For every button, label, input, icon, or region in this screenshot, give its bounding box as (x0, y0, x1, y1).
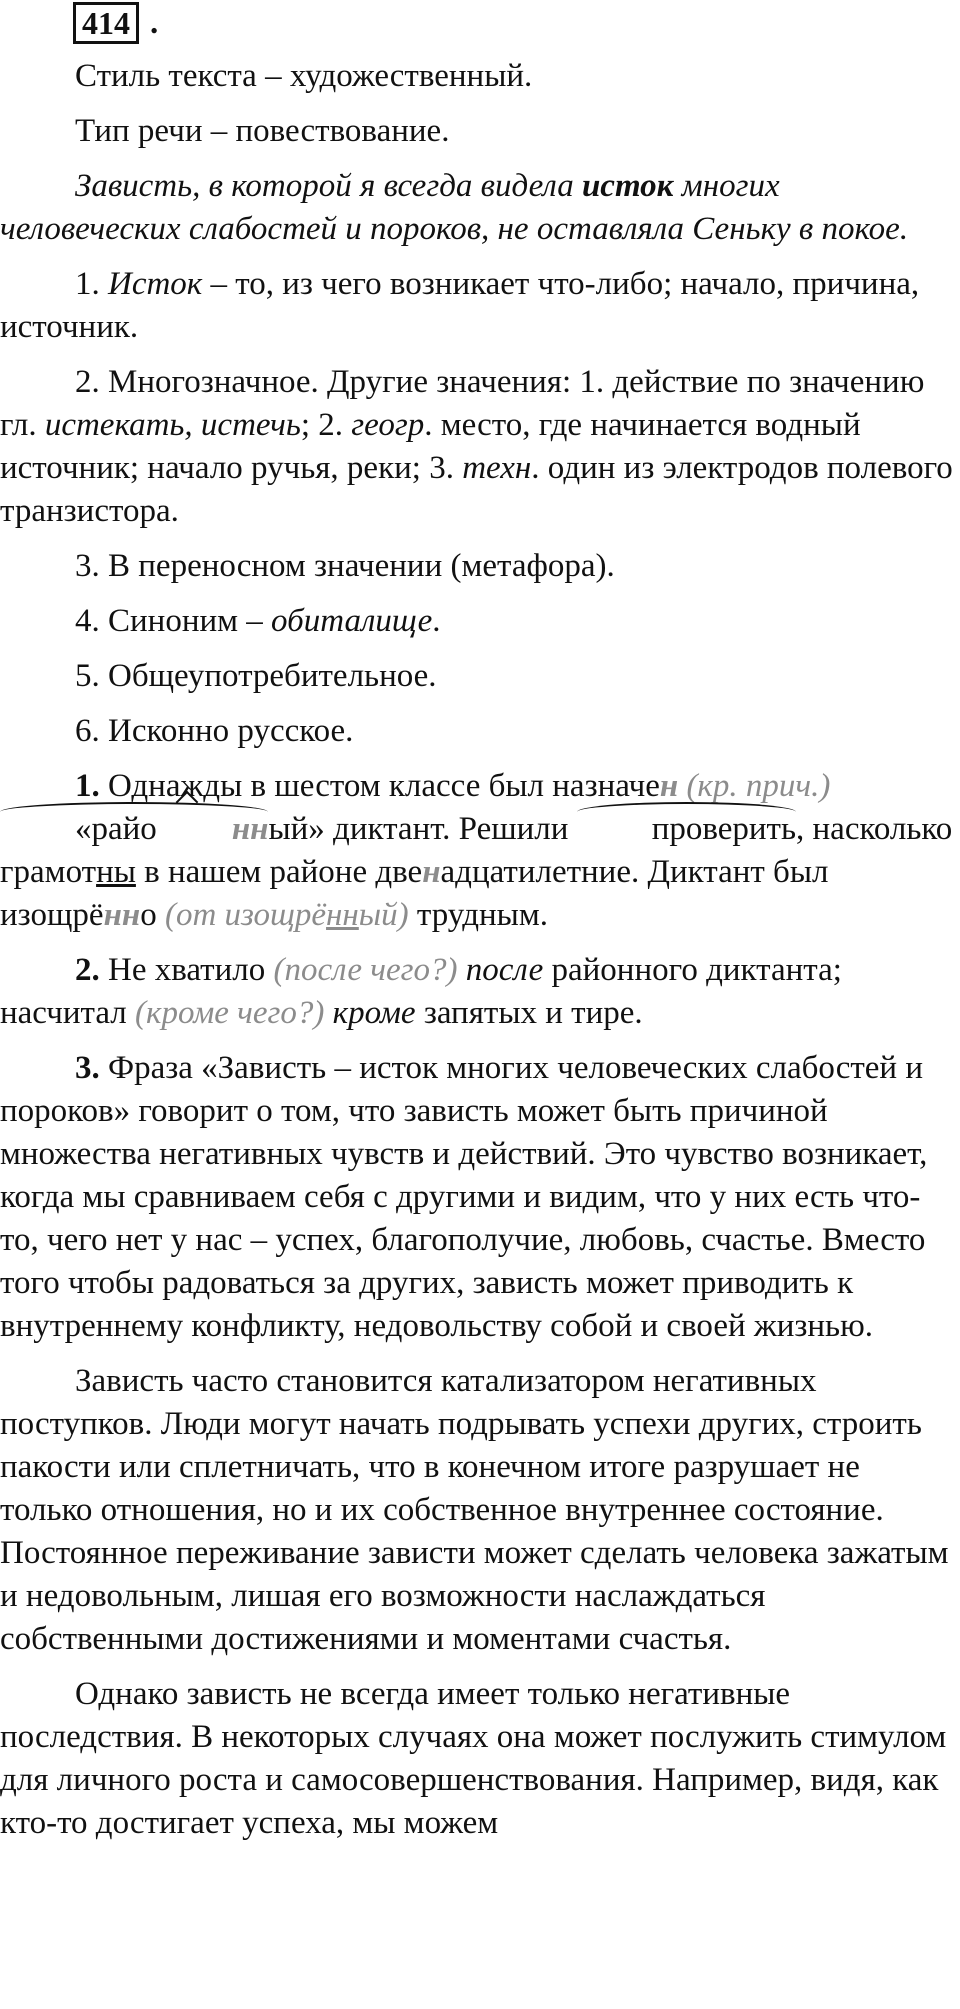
item-4-text: 4. Синоним – (75, 603, 272, 639)
item-6: 6. Исконно русское. (75, 713, 354, 749)
task-1-nn-1: нн (157, 808, 269, 851)
task-2-b (457, 952, 465, 988)
task-1-note-2b: нн (326, 897, 359, 933)
document-body (0, 55, 955, 1857)
task-2-word-2: кроме (332, 995, 416, 1031)
task-3-paragraph-3: Однако зависть не всегда имеет только негативные последствия. В некоторых случаях она может послужить стимулом для личного роста и самосовершенствования. Например, видя, как кто-то достигает успеха, мы можем (0, 1676, 947, 1841)
item-2-text-c: ; 2. (300, 407, 352, 443)
task-1-num: 1. (75, 768, 100, 804)
task-1-n: н (422, 854, 441, 890)
task-2-d (324, 995, 332, 1031)
task-1-b1: «райо (75, 811, 157, 847)
task-number-box (73, 2, 139, 44)
item-2-verbs: истекать, истечь (44, 407, 301, 443)
task-2-num: 2. (75, 952, 100, 988)
task-1-root-word: проверить (577, 808, 796, 851)
task-1-arc (0, 808, 268, 851)
quote-bold-word: исток (581, 168, 674, 204)
item-2 (0, 361, 955, 533)
task-2-word-1: после (465, 952, 544, 988)
quote-paragraph (0, 165, 955, 251)
item-1-num: 1. (75, 266, 108, 302)
task-1-ending: ны (96, 854, 136, 890)
item-1 (0, 263, 955, 349)
quote-part2: многих человеческих слабостей и пороков, не оставляла Сеньку в покое. (0, 168, 909, 247)
item-2-tehn: техн (462, 450, 532, 486)
task-1-text-a: Однажды в шестом классе был назначе (99, 768, 660, 804)
task-2-e: запятых и тире. (415, 995, 643, 1031)
task-3-paragraph-1 (0, 1047, 955, 1348)
task-1-note: (кр. прич.) (678, 768, 831, 804)
item-2-text-e: . место, где начинается водный источник; начало ручья, реки; 3. (0, 407, 861, 486)
task-1-note-2c: ый) (358, 897, 409, 933)
item-4-end: . (432, 603, 441, 639)
task-1-b11: о (140, 897, 157, 933)
item-2-text-a: 2. Многозначное. Другие значения: 1. действие по значению гл. (0, 364, 925, 443)
task-1-b9: адцатилетние. Диктант был изощрё (0, 854, 829, 933)
task-number: 414 (82, 5, 130, 41)
item-5: 5. Общеупотребительное. (75, 658, 437, 694)
item-2-text-g: . один из электродов полевого транзистора. (0, 450, 953, 529)
item-1-text: – то, из чего возникает что-либо; начало, причина, источник. (0, 266, 920, 345)
task-2-c: районного диктанта; насчитал (0, 952, 842, 1031)
item-4-synonym: обиталище (271, 603, 433, 639)
task-2-a: Не хватило (99, 952, 274, 988)
task-1-paragraph (0, 765, 955, 937)
task-1-nn-2: нн (103, 897, 141, 933)
task-2-note-1: (после чего?) (273, 952, 458, 988)
style-line: Стиль текста – художественный. (75, 58, 533, 94)
item-1-word: Исток (108, 266, 203, 302)
item-2-geogr: геогр (351, 407, 425, 443)
quote-part1: Зависть, в которой я всегда видела (75, 168, 582, 204)
task-1-b15: трудным. (408, 897, 548, 933)
task-1-note-2a: (от изощрё (156, 897, 327, 933)
item-4 (0, 600, 955, 643)
task-number-dot: . (150, 5, 159, 41)
task-1-letter: н (659, 768, 679, 804)
task-1-b5: , насколько грамот (0, 811, 953, 890)
task-2-note-2: (кроме чего?) (135, 995, 325, 1031)
task-2-paragraph (0, 949, 955, 1035)
task-3-text-1: Фраза «Зависть – исток многих человеческих слабостей и пороков» говорит о том, что зависть может быть причиной множества негативных чувств и действий. Это чувство возникает, когда мы сравниваем себя с другими и видим, что у них есть что-то, чего нет у нас – успех, благополучие, любовь, счастье. Вместо того чтобы радоваться за других, зависть может приводить к внутреннему конфликту, недовольству собой и своей жизнью. (0, 1050, 928, 1344)
task-3-num: 3. (75, 1050, 100, 1086)
task-1-b3: ый» диктант. Решили (268, 811, 577, 847)
type-line: Тип речи – повествование. (75, 113, 450, 149)
item-3: 3. В переносном значении (метафора). (75, 548, 615, 584)
task-3-paragraph-2: Зависть часто становится катализатором негативных поступков. Люди могут начать подрывать успехи других, строить пакости или сплетничать, что в конечном итоге разрушает не только отношения, но и их собственное внутреннее состояние. Постоянное переживание зависти может сделать человека зажатым и недовольным, лишая его возможности наслаждаться собственными достижениями и моментами счастья. (0, 1363, 949, 1657)
task-1-b7: в нашем районе две (135, 854, 423, 890)
